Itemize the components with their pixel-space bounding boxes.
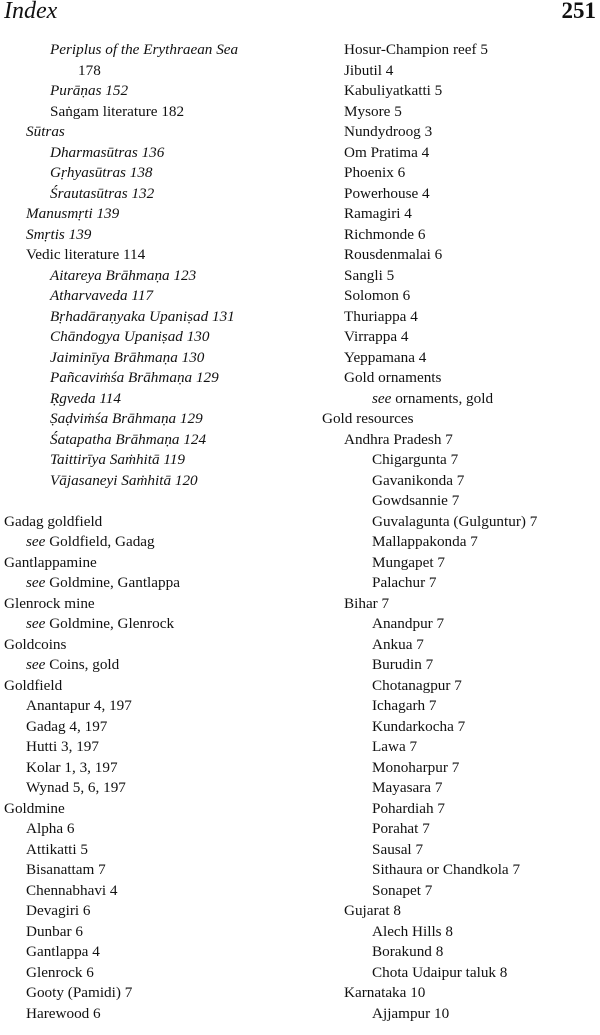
index-entry: Glenrock 6 [26,963,94,981]
index-entry: Anandpur 7 [372,615,445,632]
index-entry: Gantlappa 4 [26,943,100,960]
index-entry: Saṅgam literature 182 [50,102,185,120]
index-entry: Mayasara 7 [372,779,443,796]
index-entry: Porahat 7 [372,820,430,837]
index-entry: Solomon 6 [344,287,411,304]
index-entry: Anantapur 4, 197 [26,697,132,714]
index-entry: Dharmasūtras 136 [50,143,165,161]
index-entry: Burudin 7 [372,656,434,673]
index-entry [4,573,300,594]
index-entry: Bisanattam 7 [26,861,106,878]
index-entry: Smṛtis 139 [26,225,92,243]
index-entry: Om Pratima 4 [344,143,430,161]
index-entry: Gowdsannie 7 [372,492,460,509]
index-entry: Mallappakonda 7 [372,533,478,550]
index-entry: Harewood 6 [26,1004,101,1022]
index-entry [4,532,300,553]
index-entry: Hutti 3, 197 [26,738,99,755]
index-entry: Vedic literature 114 [26,246,146,263]
index-entry: Śrautasūtras 132 [50,184,155,202]
index-entry: Guvalagunta (Gulguntur) 7 [372,512,538,530]
index-entry: Chota Udaipur taluk 8 [372,963,508,981]
index-entry: Monoharpur 7 [372,758,460,776]
index-entry: Karnataka 10 [344,984,426,1001]
index-entry: Ajjampur 10 [372,1004,450,1022]
index-entry: Phoenix 6 [344,164,406,181]
index-entry: Virrappa 4 [344,328,409,345]
index-entry: Gooty (Pamidi) 7 [26,984,133,1001]
index-entry: Sūtras [26,123,65,140]
index-entry: Glenrock mine [4,594,95,612]
index-column-left [4,40,300,1024]
index-entry-text: see Coins, gold [26,656,120,673]
index-entry: Pañcaviṁśa Brāhmaṇa 129 [50,369,219,386]
index-entry: Kabuliyatkatti 5 [344,82,443,99]
index-entry: Jibutil 4 [344,61,394,79]
index-entry: Rousdenmalai 6 [344,246,443,263]
index-entry: Lawa 7 [372,738,418,755]
index-entry: Hosur-Champion reef 5 [344,41,488,58]
index-entry-text: see Goldmine, Glenrock [26,615,175,632]
index-entry: Sangli 5 [344,266,395,284]
index-entry: Richmonde 6 [344,225,426,243]
index-entry: Taittirīya Saṁhitā 119 [50,451,186,468]
index-entry: Vājasaneyi Saṁhitā 120 [50,471,198,489]
index-entry: Kundarkocha 7 [372,717,466,735]
index-entry: Purāṇas 152 [50,82,129,99]
index-entry [322,389,598,410]
index-entry: Sonapet 7 [372,881,433,899]
index-spacer [4,491,300,512]
index-entry: Wynad 5, 6, 197 [26,779,126,796]
index-entry: Gavanikonda 7 [372,471,465,489]
index-entry: Ṛgveda 114 [50,389,121,407]
index-entry: Manusmṛti 139 [26,205,120,222]
index-entry: Ichagarh 7 [372,697,437,714]
page-number: 251 [561,0,596,23]
index-entry: Chotanagpur 7 [372,676,462,694]
index-entry: Mungapet 7 [372,553,445,571]
index-entry: Gold ornaments [344,369,442,386]
index-entry: Alpha 6 [26,820,75,837]
index-entry: 178 [78,61,101,79]
index-entry: Ṣaḍviṁśa Brāhmaṇa 129 [50,410,203,427]
index-entry: Borakund 8 [372,943,444,960]
index-entry [4,655,300,676]
index-entry: Andhra Pradesh 7 [344,430,453,448]
index-column-right [322,40,598,1024]
index-entry: Chigargunta 7 [372,451,459,468]
index-entry: Gantlappamine [4,553,97,571]
index-entry: Sausal 7 [372,840,424,858]
index-entry: Bṛhadāraṇyaka Upaniṣad 131 [50,307,235,325]
index-entry: Jaiminīya Brāhmaṇa 130 [50,348,205,366]
index-entry: Gold resources [322,410,414,427]
index-entry: Śatapatha Brāhmaṇa 124 [50,430,207,448]
index-entry: Palachur 7 [372,574,437,591]
index-entry: Nundydroog 3 [344,123,433,140]
index-entry: Chāndogya Upaniṣad 130 [50,328,210,345]
index-entry: Yeppamana 4 [344,348,427,366]
index-entry: Goldcoins [4,635,67,653]
page-header [0,0,600,34]
index-entry-text: see ornaments, gold [372,389,494,407]
index-entry: Periplus of the Erythraean Sea [50,41,239,58]
index-entry: Thuriappa 4 [344,307,418,325]
index-entry: Gujarat 8 [344,902,401,919]
index-entry: Goldfield [4,676,63,694]
index-entry [4,614,300,635]
index-entry: Ankua 7 [372,635,424,653]
index-entry: Devagiri 6 [26,902,91,919]
index-entry: Alech Hills 8 [372,922,453,940]
index-entry: Gadag goldfield [4,512,103,530]
index-entry: Dunbar 6 [26,922,83,940]
index-entry-text: see Goldfield, Gadag [26,533,155,550]
index-entry: Sithaura or Chandkola 7 [372,861,521,878]
index-entry: Gadag 4, 197 [26,717,108,735]
index-entry: Attikatti 5 [26,840,89,858]
index-entry: Atharvaveda 117 [50,287,154,304]
index-entry: Gṛhyasūtras 138 [50,164,153,181]
index-entry: Kolar 1, 3, 197 [26,758,118,776]
index-entry: Ramagiri 4 [344,205,412,222]
index-entry: Aitareya Brāhmaṇa 123 [50,266,197,284]
index-entry: Goldmine [4,799,65,817]
index-entry: Powerhouse 4 [344,184,430,202]
index-entry: Chennabhavi 4 [26,881,118,899]
index-entry: Mysore 5 [344,102,402,120]
index-entry: Pohardiah 7 [372,799,445,817]
index-entry-text: see Goldmine, Gantlappa [26,574,180,591]
index-entry: Bihar 7 [344,594,390,612]
page-title: Index [4,0,58,24]
